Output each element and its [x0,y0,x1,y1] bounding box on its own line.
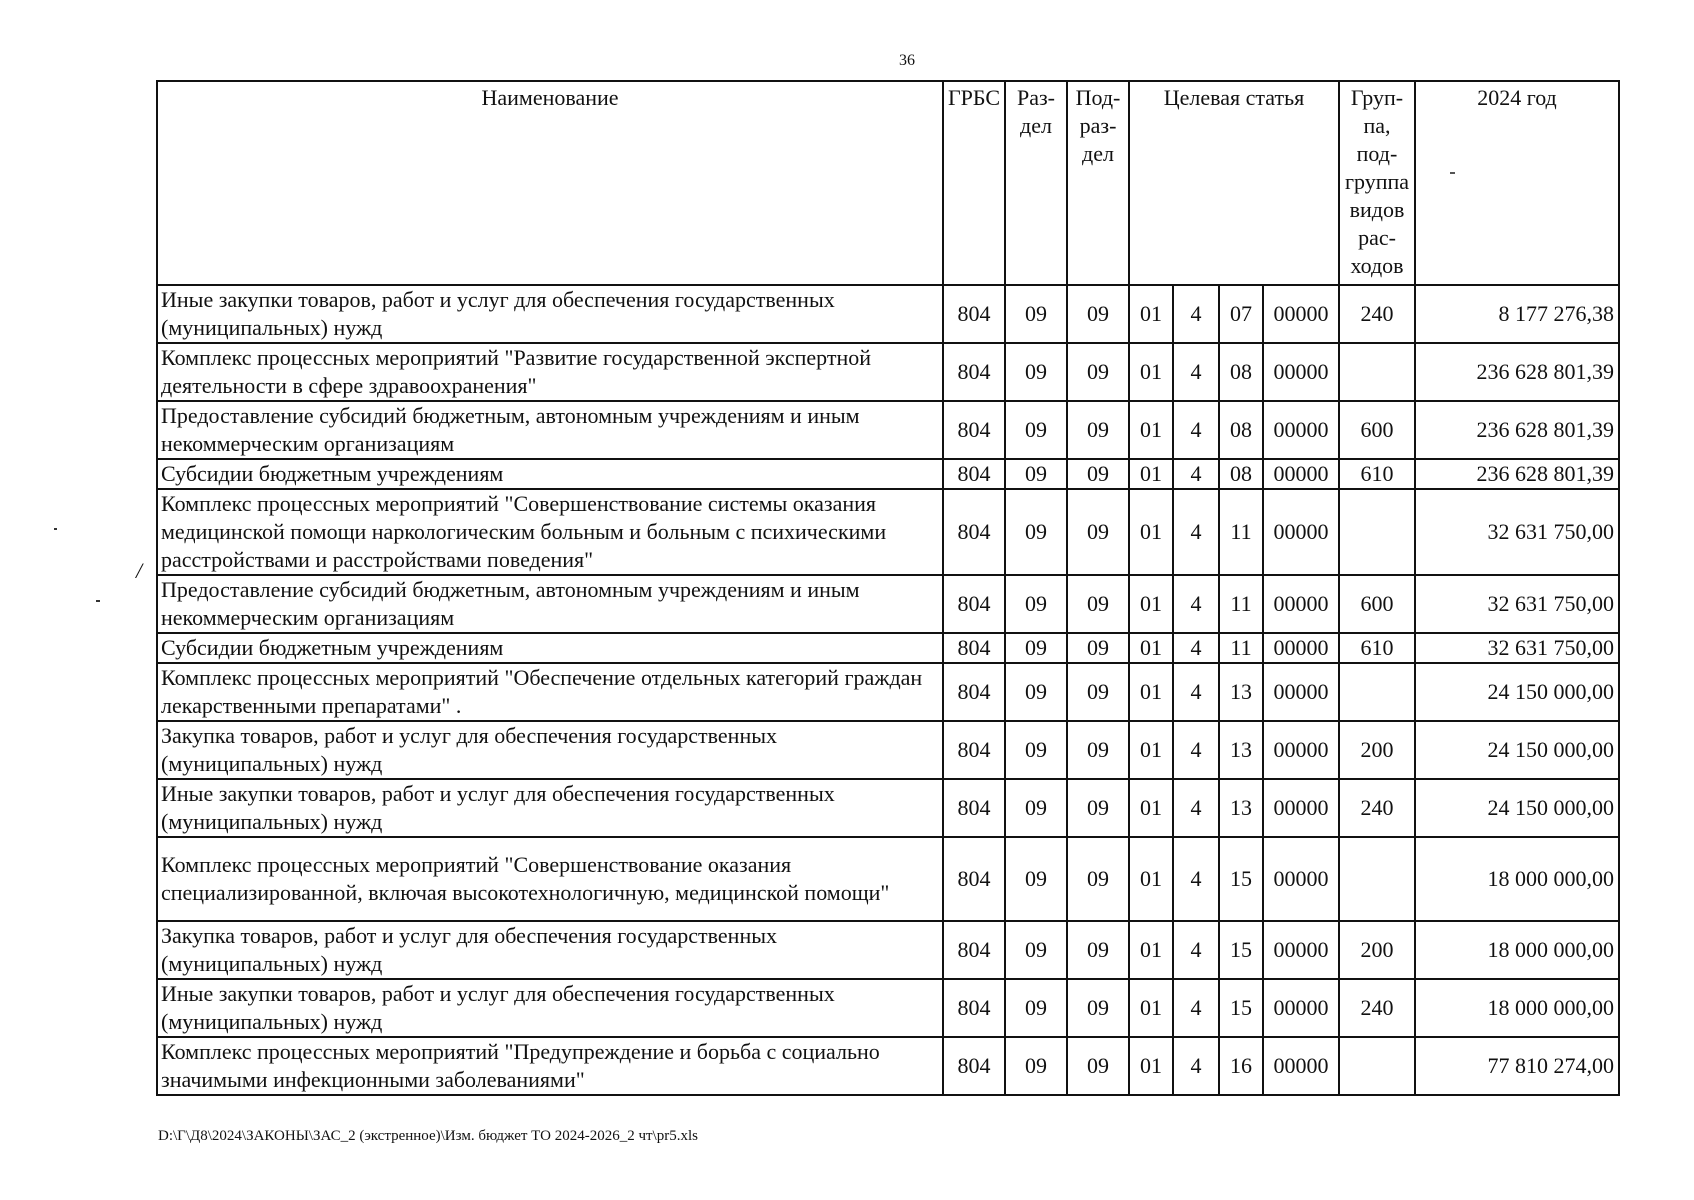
cell-t1: 01 [1129,663,1173,721]
cell-t1: 01 [1129,979,1173,1037]
cell-grbs: 804 [943,1037,1005,1095]
cell-t1: 01 [1129,837,1173,921]
cell-t4: 00000 [1263,979,1339,1037]
cell-t3: 15 [1219,979,1263,1037]
cell-t4: 00000 [1263,663,1339,721]
cell-name: Закупка товаров, работ и услуг для обеспечения государственных (муниципальных) нужд [157,921,943,979]
cell-podrazdel: 09 [1067,575,1129,633]
cell-name: Иные закупки товаров, работ и услуг для обеспечения государственных (муниципальных) нужд [157,285,943,343]
cell-t2: 4 [1173,401,1219,459]
cell-t4: 00000 [1263,459,1339,489]
cell-amount: 18 000 000,00 [1415,837,1619,921]
table-body [157,285,1619,1095]
cell-razdel: 09 [1005,575,1067,633]
cell-t3: 11 [1219,633,1263,663]
cell-grbs: 804 [943,343,1005,401]
cell-razdel: 09 [1005,1037,1067,1095]
cell-t3: 15 [1219,921,1263,979]
cell-name: Предоставление субсидий бюджетным, автономным учреждениям и иным некоммерческим организациям [157,575,943,633]
cell-grbs: 804 [943,979,1005,1037]
cell-grbs: 804 [943,575,1005,633]
cell-name: Комплекс процессных мероприятий "Развитие государственной экспертной деятельности в сфере здравоохранения" [157,343,943,401]
cell-t4: 00000 [1263,837,1339,921]
cell-t2: 4 [1173,633,1219,663]
cell-t3: 08 [1219,401,1263,459]
cell-name: Комплекс процессных мероприятий "Совершенствование системы оказания медицинской помощи наркологическим больным и больным с психическими расстройствами и расстройствами поведения" [157,489,943,575]
cell-group [1339,1037,1415,1095]
cell-grbs: 804 [943,663,1005,721]
cell-t3: 11 [1219,575,1263,633]
cell-name: Субсидии бюджетным учреждениям [157,459,943,489]
cell-razdel: 09 [1005,489,1067,575]
table-row [157,459,1619,489]
cell-podrazdel: 09 [1067,343,1129,401]
scan-speck [96,600,100,602]
cell-t1: 01 [1129,489,1173,575]
cell-razdel: 09 [1005,663,1067,721]
cell-amount: 236 628 801,39 [1415,459,1619,489]
cell-group: 200 [1339,721,1415,779]
cell-group [1339,663,1415,721]
cell-t2: 4 [1173,837,1219,921]
cell-t2: 4 [1173,1037,1219,1095]
cell-name: Иные закупки товаров, работ и услуг для обеспечения государственных (муниципальных) нужд [157,979,943,1037]
cell-t4: 00000 [1263,343,1339,401]
cell-t3: 07 [1219,285,1263,343]
cell-group: 610 [1339,633,1415,663]
cell-t3: 16 [1219,1037,1263,1095]
cell-t3: 15 [1219,837,1263,921]
cell-name: Комплекс процессных мероприятий "Совершенствование оказания специализированной, включая высокотехнологичную, медицинской помощи" [157,837,943,921]
cell-t4: 00000 [1263,489,1339,575]
cell-grbs: 804 [943,633,1005,663]
cell-t1: 01 [1129,459,1173,489]
cell-t1: 01 [1129,1037,1173,1095]
cell-amount: 236 628 801,39 [1415,401,1619,459]
table-row [157,575,1619,633]
cell-t4: 00000 [1263,721,1339,779]
scan-speck [54,528,57,530]
table-row [157,721,1619,779]
cell-group: 600 [1339,401,1415,459]
cell-podrazdel: 09 [1067,1037,1129,1095]
header-razdel: Раз- дел [1005,81,1067,285]
cell-amount: 236 628 801,39 [1415,343,1619,401]
cell-amount: 24 150 000,00 [1415,721,1619,779]
cell-name: Иные закупки товаров, работ и услуг для обеспечения государственных (муниципальных) нужд [157,779,943,837]
cell-t2: 4 [1173,779,1219,837]
cell-t3: 13 [1219,779,1263,837]
cell-group: 240 [1339,979,1415,1037]
cell-t4: 00000 [1263,633,1339,663]
header-grbs: ГРБС [943,81,1005,285]
header-target: Целевая статья [1129,81,1339,285]
cell-razdel: 09 [1005,633,1067,663]
cell-razdel: 09 [1005,343,1067,401]
header-name: Наименование [157,81,943,285]
cell-name: Субсидии бюджетным учреждениям [157,633,943,663]
budget-table [156,80,1620,1096]
cell-amount: 8 177 276,38 [1415,285,1619,343]
cell-amount: 77 810 274,00 [1415,1037,1619,1095]
table-row [157,633,1619,663]
cell-name: Комплекс процессных мероприятий "Предупреждение и борьба с социально значимыми инфекционными заболеваниями" [157,1037,943,1095]
cell-name: Комплекс процессных мероприятий "Обеспечение отдельных категорий граждан лекарственными препаратами" . [157,663,943,721]
cell-grbs: 804 [943,285,1005,343]
cell-group [1339,837,1415,921]
cell-name: Предоставление субсидий бюджетным, автономным учреждениям и иным некоммерческим организациям [157,401,943,459]
cell-t2: 4 [1173,721,1219,779]
cell-group: 200 [1339,921,1415,979]
cell-amount: 18 000 000,00 [1415,921,1619,979]
cell-t4: 00000 [1263,285,1339,343]
cell-razdel: 09 [1005,285,1067,343]
cell-grbs: 804 [943,921,1005,979]
cell-amount: 32 631 750,00 [1415,633,1619,663]
cell-grbs: 804 [943,779,1005,837]
cell-razdel: 09 [1005,837,1067,921]
cell-t4: 00000 [1263,575,1339,633]
cell-podrazdel: 09 [1067,401,1129,459]
cell-group: 240 [1339,285,1415,343]
cell-t2: 4 [1173,921,1219,979]
cell-t2: 4 [1173,459,1219,489]
cell-razdel: 09 [1005,779,1067,837]
header-podrazdel: Под- раз- дел [1067,81,1129,285]
cell-name: Закупка товаров, работ и услуг для обеспечения государственных (муниципальных) нужд [157,721,943,779]
cell-amount: 32 631 750,00 [1415,489,1619,575]
cell-amount: 24 150 000,00 [1415,779,1619,837]
cell-grbs: 804 [943,489,1005,575]
cell-t4: 00000 [1263,401,1339,459]
cell-podrazdel: 09 [1067,459,1129,489]
cell-amount: 18 000 000,00 [1415,979,1619,1037]
cell-podrazdel: 09 [1067,837,1129,921]
table-row [157,489,1619,575]
cell-group: 610 [1339,459,1415,489]
table-row [157,401,1619,459]
cell-t2: 4 [1173,343,1219,401]
table-row [157,979,1619,1037]
cell-group: 240 [1339,779,1415,837]
cell-podrazdel: 09 [1067,921,1129,979]
table-row [157,285,1619,343]
cell-podrazdel: 09 [1067,489,1129,575]
cell-razdel: 09 [1005,921,1067,979]
cell-t4: 00000 [1263,1037,1339,1095]
cell-group [1339,343,1415,401]
header-group: Груп- па, под- группа видов рас- ходов [1339,81,1415,285]
cell-grbs: 804 [943,721,1005,779]
cell-amount: 32 631 750,00 [1415,575,1619,633]
header-row [157,81,1619,285]
file-path-footer: D:\Г\Д8\2024\ЗАКОНЫ\ЗАС_2 (экстренное)\Изм. бюджет ТО 2024-2026_2 чт\pr5.xls [158,1128,698,1144]
cell-t3: 08 [1219,343,1263,401]
cell-grbs: 804 [943,459,1005,489]
table-row [157,921,1619,979]
cell-t3: 11 [1219,489,1263,575]
cell-razdel: 09 [1005,401,1067,459]
cell-t1: 01 [1129,721,1173,779]
cell-t1: 01 [1129,575,1173,633]
table-row [157,1037,1619,1095]
cell-podrazdel: 09 [1067,663,1129,721]
cell-podrazdel: 09 [1067,979,1129,1037]
cell-razdel: 09 [1005,721,1067,779]
cell-t2: 4 [1173,979,1219,1037]
cell-t3: 08 [1219,459,1263,489]
cell-t1: 01 [1129,633,1173,663]
cell-podrazdel: 09 [1067,721,1129,779]
margin-mark: / [136,558,143,583]
cell-podrazdel: 09 [1067,285,1129,343]
cell-group: 600 [1339,575,1415,633]
cell-group [1339,489,1415,575]
cell-t3: 13 [1219,663,1263,721]
cell-t2: 4 [1173,489,1219,575]
table-row [157,837,1619,921]
cell-grbs: 804 [943,837,1005,921]
cell-t4: 00000 [1263,779,1339,837]
page-number: 36 [899,52,915,69]
table-row [157,663,1619,721]
cell-t3: 13 [1219,721,1263,779]
table-row [157,779,1619,837]
cell-t1: 01 [1129,401,1173,459]
cell-razdel: 09 [1005,979,1067,1037]
budget-table-container [156,80,1618,1096]
cell-t1: 01 [1129,343,1173,401]
cell-podrazdel: 09 [1067,779,1129,837]
cell-razdel: 09 [1005,459,1067,489]
cell-amount: 24 150 000,00 [1415,663,1619,721]
cell-t2: 4 [1173,285,1219,343]
cell-t4: 00000 [1263,921,1339,979]
cell-podrazdel: 09 [1067,633,1129,663]
cell-grbs: 804 [943,401,1005,459]
header-year: 2024 год [1415,81,1619,285]
cell-t2: 4 [1173,663,1219,721]
table-row [157,343,1619,401]
cell-t1: 01 [1129,285,1173,343]
cell-t2: 4 [1173,575,1219,633]
cell-t1: 01 [1129,921,1173,979]
cell-t1: 01 [1129,779,1173,837]
